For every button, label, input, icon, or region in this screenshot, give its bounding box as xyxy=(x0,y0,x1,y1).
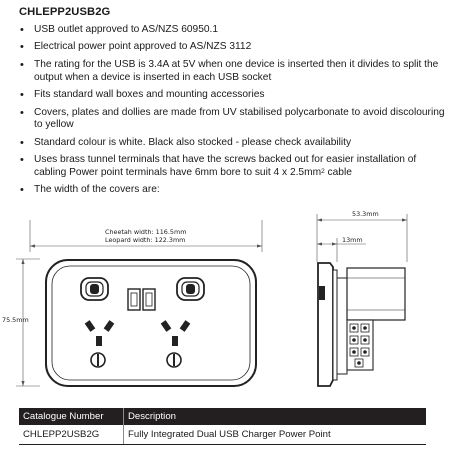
arrow-right-icon xyxy=(402,218,407,221)
feature-text: Fits standard wall boxes and mounting accessories xyxy=(34,89,265,101)
cheetah-width-label: Cheetah width: 116.5mm xyxy=(105,228,187,236)
left-switch-icon xyxy=(81,278,108,300)
power-point-side-view xyxy=(318,263,405,386)
feature-item xyxy=(19,107,445,132)
feature-item xyxy=(19,24,445,37)
table-header-row xyxy=(19,408,426,425)
technical-drawing xyxy=(0,200,450,400)
feature-item xyxy=(19,59,445,84)
feature-list xyxy=(19,24,445,202)
feature-suffix: cable xyxy=(324,166,352,178)
column-header-description: Description xyxy=(124,408,427,425)
power-point-front-view xyxy=(46,260,256,386)
feature-text: Standard colour is white. Black also stocked - please check availability xyxy=(34,136,352,148)
right-switch-icon xyxy=(177,278,204,300)
depth-front-label: 13mm xyxy=(342,236,363,244)
arrow-right-icon xyxy=(257,244,262,247)
feature-item xyxy=(19,154,445,179)
feature-text: Electrical power point approved to AS/NZS 3112 xyxy=(34,41,252,53)
feature-text: Uses brass tunnel terminals that have the screws backed out for easier installation of cabling Power point terminals have 6mm bore to suit 4 x 2.5mm xyxy=(34,154,417,178)
arrow-left-icon xyxy=(317,218,322,221)
feature-item xyxy=(19,184,445,197)
feature-text: The rating for the USB is 3.4A at 5V when one device is inserted then it divides to split the output when a device is inserted in each USB socket xyxy=(34,58,439,83)
usb-port-icon xyxy=(143,289,155,310)
description-cell: Fully Integrated Dual USB Charger Power Point xyxy=(124,425,427,445)
arrow-down-icon xyxy=(21,381,24,386)
feature-item xyxy=(19,137,445,150)
usb-port-icon xyxy=(128,289,140,310)
feature-item xyxy=(19,41,445,54)
catalogue-number-cell: CHLEPP2USB2G xyxy=(19,425,124,445)
product-code-title: CHLEPP2USB2G xyxy=(19,6,111,18)
feature-text: The width of the covers are: xyxy=(34,184,160,196)
arrow-up-icon xyxy=(21,259,24,264)
arrow-left-icon xyxy=(317,242,322,245)
feature-text: USB outlet approved to AS/NZS 60950.1 xyxy=(34,24,219,35)
table-row xyxy=(19,425,426,445)
catalogue-table xyxy=(19,408,426,445)
superscript-2: 2 xyxy=(321,167,325,175)
column-header-catalogue-number: Catalogue Number xyxy=(19,408,124,425)
depth-total-label: 53.3mm xyxy=(352,210,379,218)
feature-item xyxy=(19,89,445,102)
leopard-width-label: Leopard width: 122.3mm xyxy=(105,236,186,244)
arrow-right-icon xyxy=(332,242,337,245)
height-label: 75.5mm xyxy=(2,316,29,324)
arrow-left-icon xyxy=(30,244,35,247)
feature-text: Covers, plates and dollies are made from UV stabilised polycarbonate to avoid discolouring to yellow xyxy=(34,106,445,131)
